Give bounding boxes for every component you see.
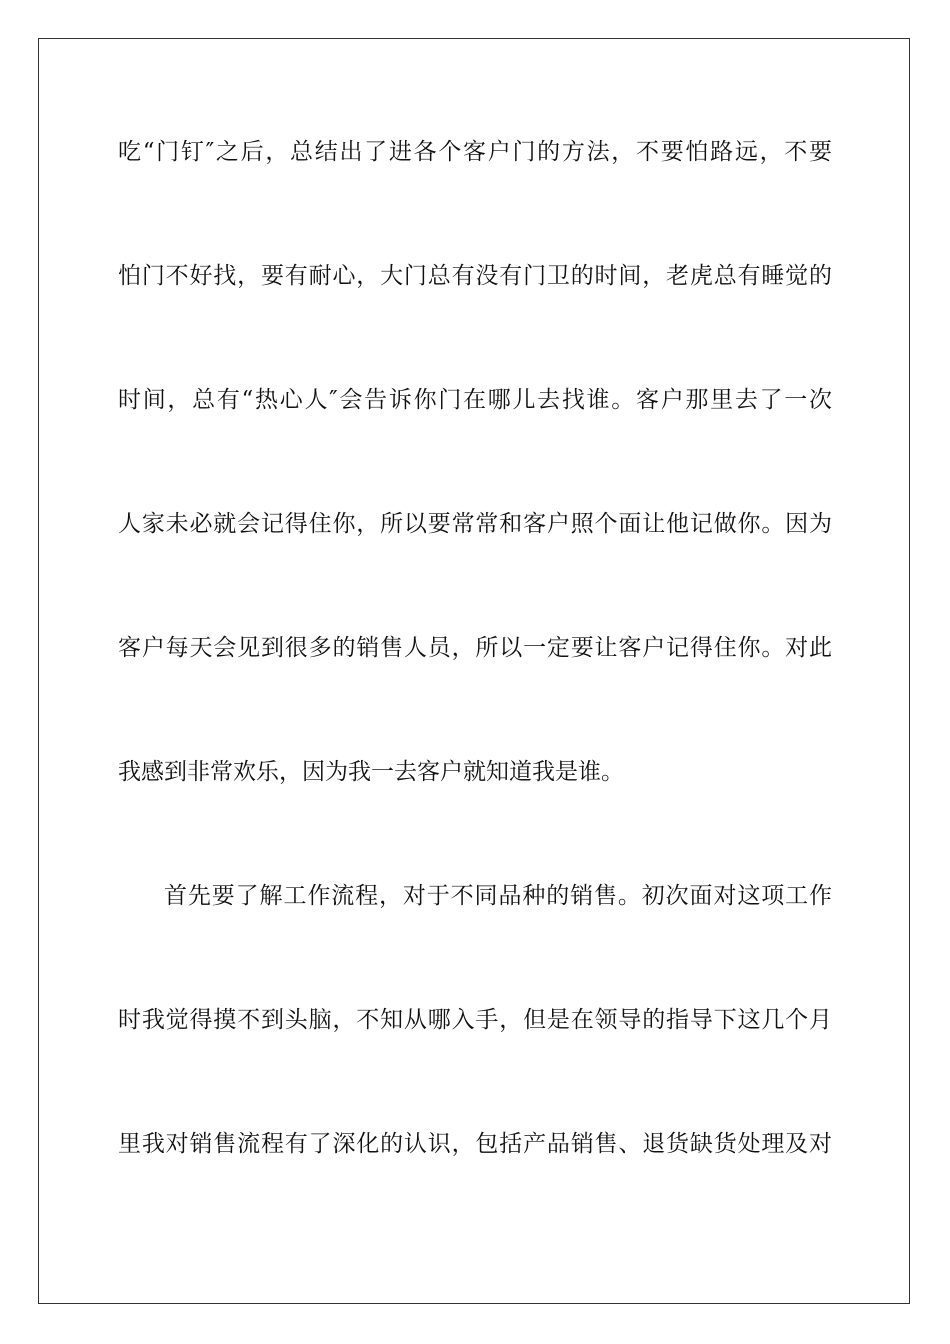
paragraph-line-6: 我感到非常欢乐，因为我一去客户就知道我是谁。 xyxy=(118,759,624,785)
paragraph-line-2: 怕门不好找，要有耐心，大门总有没有门卫的时间，老虎总有睡觉的 xyxy=(118,263,832,289)
paragraph-line-4: 人家未必就会记得住你，所以要常常和客户照个面让他记做你。因为 xyxy=(118,511,832,537)
paragraph-line-1: 吃“门钉″之后，总结出了进各个客户门的方法，不要怕路远，不要 xyxy=(118,139,832,165)
paragraph-line-8: 时我觉得摸不到头脑，不知从哪入手，但是在领导的指导下这几个月 xyxy=(118,1007,832,1033)
page-border xyxy=(38,38,910,1304)
paragraph-line-5: 客户每天会见到很多的销售人员，所以一定要让客户记得住你。对此 xyxy=(118,635,832,661)
paragraph-line-3: 时间，总有“热心人″会告诉你门在哪儿去找谁。客户那里去了一次 xyxy=(118,387,832,413)
paragraph-line-9: 里我对销售流程有了深化的认识，包括产品销售、退货缺货处理及对 xyxy=(118,1131,832,1157)
paragraph-line-7: 首先要了解工作流程，对于不同品种的销售。初次面对这项工作 xyxy=(164,883,832,909)
